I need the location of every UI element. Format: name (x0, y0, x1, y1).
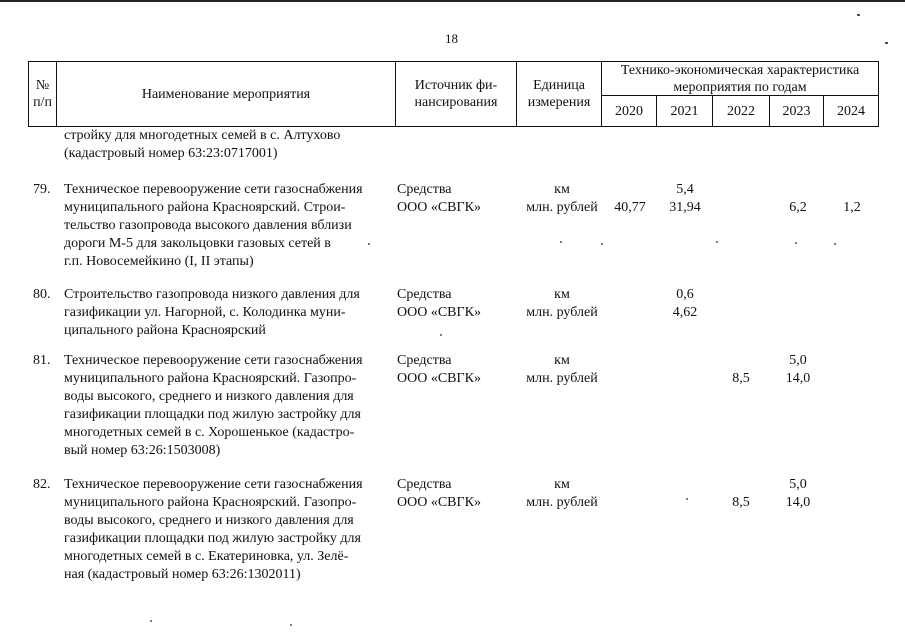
value-2020: 40,77 (614, 200, 646, 215)
row-unit: км млн. рублей (526, 182, 598, 215)
row-unit: км млн. рублей (526, 287, 598, 320)
scan-speck (290, 624, 292, 626)
header-source: Источник фи- нансирования (414, 78, 498, 110)
header-year: 2024 (837, 103, 865, 119)
value-2023: 5,0 14,0 (785, 353, 811, 386)
value-2021: 5,4 31,94 (669, 182, 701, 215)
header-unit: Единица измерения (527, 78, 591, 110)
table-row (0, 476, 905, 584)
scan-speck (795, 242, 797, 244)
value-2022: 8,5 (732, 495, 750, 510)
continuation-text: стройку для многодетных семей в с. Алтухово (кадастровый номер 63:23:0717001) (64, 128, 341, 161)
value-2024: 1,2 (843, 200, 861, 215)
scan-speck (857, 14, 860, 16)
header-year: 2023 (782, 103, 811, 119)
row-source: Средства ООО «СВГК» (397, 477, 481, 510)
row-source: Средства ООО «СВГК» (397, 353, 481, 386)
scan-speck (686, 498, 688, 500)
row-name: Строительство газопровода низкого давления для газификации ул. Нагорной, с. Колодинка муни- ципального района Красноярский (64, 287, 360, 338)
row-unit: км млн. рублей (526, 477, 598, 510)
row-name: Техническое перевооружение сети газоснабжения муниципального района Красноярский. Строи- тельство газопровода высокого давления вблизи дороги М-5 для закольцовки газовых сетей в г.п. Новосемейкино (I, II этапы) (64, 182, 363, 269)
scan-speck (368, 243, 370, 245)
row-source: Средства ООО «СВГК» (397, 287, 481, 320)
scan-speck (601, 243, 603, 245)
row-name: Техническое перевооружение сети газоснабжения муниципального района Красноярский. Газопро- воды высокого, среднего и низкого давления для газификации площадки под жилую застройку для многодетных семей в с. Екатериновка, ул. Зелё- ная (кадастровый номер 63:26:1302011) (64, 477, 363, 582)
value-2022: 8,5 (732, 371, 750, 386)
scan-speck (440, 334, 442, 336)
table-row (0, 181, 905, 271)
row-unit: км млн. рублей (526, 353, 598, 386)
table-row (0, 286, 905, 340)
value-2023: 6,2 (789, 200, 807, 215)
header-year: 2022 (727, 103, 755, 119)
header-name: Наименование мероприятия (141, 86, 311, 102)
value-2021: 0,6 4,62 (672, 287, 698, 320)
scan-speck (716, 241, 718, 243)
row-source: Средства ООО «СВГК» (397, 182, 481, 215)
row-number: 82. (33, 477, 51, 492)
top-border-rule (0, 0, 905, 2)
scan-speck (150, 620, 152, 622)
row-number: 79. (33, 182, 51, 197)
header-characteristics: Технико-экономическая характеристика мероприятия по годам (620, 62, 860, 95)
row-name: Техническое перевооружение сети газоснабжения муниципального района Красноярский. Газопро- воды высокого, среднего и низкого давления для газификации площадки под жилую застройку для многодетных семей в с. Хорошенькое (кадастро- вый номер 63:26:1503008) (64, 353, 363, 458)
table-header (28, 61, 879, 127)
header-year: 2020 (615, 103, 643, 119)
row-number: 80. (33, 287, 51, 302)
header-number: № п/п (33, 78, 52, 110)
scan-speck (834, 243, 836, 245)
scan-speck (885, 42, 888, 44)
page-number: 18 (445, 31, 458, 46)
scan-speck (560, 241, 562, 243)
header-year: 2021 (670, 103, 699, 119)
table-row (0, 352, 905, 460)
header-vline (878, 61, 879, 127)
row-number: 81. (33, 353, 51, 368)
value-2023: 5,0 14,0 (785, 477, 811, 510)
